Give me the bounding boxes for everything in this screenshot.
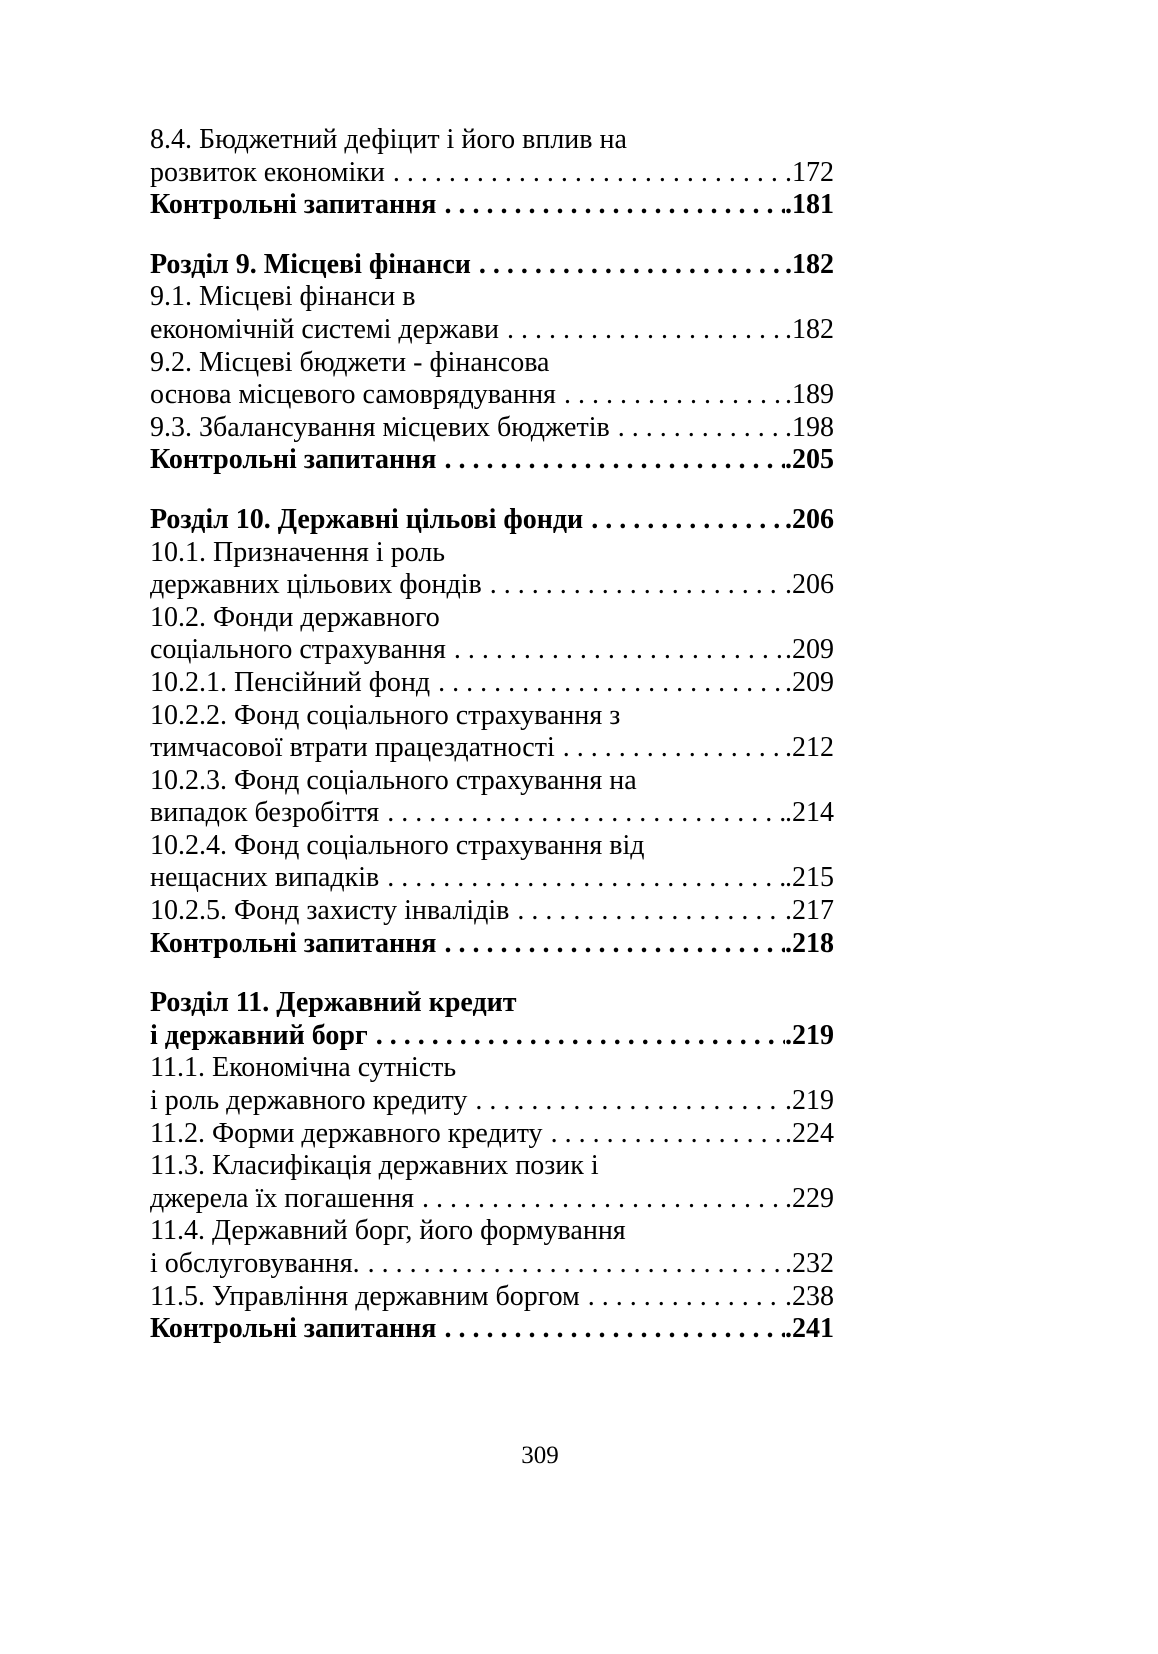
toc-entry-text: Контрольні запитання	[150, 444, 437, 476]
toc-line	[150, 1052, 834, 1085]
toc-entry-text: 10.2.1. Пенсійний фонд	[150, 666, 431, 698]
toc-line	[150, 412, 834, 445]
dot-leader	[551, 1118, 785, 1151]
toc-entry-text: 11.2. Форми державного кредиту	[150, 1117, 543, 1149]
toc-line	[150, 314, 834, 347]
toc-entry-text: Розділ 9. Місцеві фінанси	[150, 248, 471, 280]
toc-line	[150, 1281, 834, 1314]
toc-line	[150, 602, 834, 635]
toc-page-number: . 218	[785, 928, 834, 961]
toc-line	[150, 1118, 834, 1151]
toc-entry-text: розвиток економіки	[150, 156, 385, 188]
toc-entry-text: тимчасової втрати працездатності	[150, 732, 555, 764]
toc-line	[150, 379, 834, 412]
toc-line	[150, 157, 834, 190]
dot-leader	[376, 1020, 785, 1053]
toc-entry-text: і обслуговування.	[150, 1248, 360, 1279]
toc-line	[150, 667, 834, 700]
dot-leader	[444, 928, 785, 961]
toc-entry-text: 10.2.3. Фонд соціального страхування на	[150, 764, 637, 796]
toc-line	[150, 797, 834, 830]
toc-entry-text: і державний борг	[150, 1019, 368, 1051]
toc-entry-text: 10.2.2. Фонд соціального страхування з	[150, 699, 621, 731]
toc-entry-text: 9.2. Місцеві бюджети - фінансова	[150, 346, 550, 378]
toc-line	[150, 634, 834, 667]
toc-line	[150, 1150, 834, 1183]
toc-entry-text: 9.3. Збалансування місцевих бюджетів	[150, 411, 610, 443]
dot-leader	[387, 797, 785, 830]
toc-entry-text: Розділ 10. Державні цільові фонди	[150, 503, 584, 535]
toc-entry-text: 11.1. Економічна сутність	[150, 1052, 457, 1084]
toc-page-number: . 172	[785, 157, 834, 190]
toc-page-number: . 198	[785, 412, 834, 445]
toc-entry-text: Контрольні запитання	[150, 927, 437, 959]
toc-line	[150, 987, 834, 1020]
toc-entry-text: 10.2. Фонди державного	[150, 601, 440, 633]
dot-leader	[444, 1313, 785, 1346]
dot-leader	[588, 1281, 785, 1314]
toc-entry-text: випадок безробіття	[150, 797, 380, 829]
toc-line	[150, 249, 834, 282]
footer-page-number: 309	[521, 1442, 559, 1469]
toc-line	[150, 732, 834, 765]
toc-page-number: . 209	[785, 634, 834, 667]
toc-page-number: . 214	[785, 797, 834, 830]
toc-page-number: . 217	[785, 895, 834, 928]
toc-entry-text: 11.4. Державний борг, його формування	[150, 1215, 626, 1247]
section-gap	[150, 477, 834, 504]
toc-line	[150, 1085, 834, 1118]
toc-page-number: . 181	[785, 189, 834, 222]
dot-leader	[517, 895, 785, 928]
toc-entry-text: 10.1. Призначення і роль	[150, 536, 446, 568]
toc-entry-text: і роль державного кредиту	[150, 1085, 468, 1117]
toc-entry-text: соціального страхування	[150, 634, 446, 666]
toc-line	[150, 569, 834, 602]
toc-page-number: . 232	[785, 1248, 834, 1281]
toc-line	[150, 1248, 834, 1281]
dot-leader	[422, 1183, 785, 1216]
toc-entry-text: 11.5. Управління державним боргом	[150, 1280, 580, 1312]
toc-entry-text: джерела їх погашення	[150, 1182, 414, 1214]
dot-leader	[393, 157, 785, 190]
toc-page-number: . 224	[785, 1118, 834, 1151]
toc-page-number: . 229	[785, 1183, 834, 1216]
table-of-contents	[150, 124, 834, 1346]
toc-line	[150, 1020, 834, 1053]
toc-page-number: . 238	[785, 1281, 834, 1314]
dot-leader	[387, 862, 785, 895]
toc-page-number: . 212	[785, 732, 834, 765]
toc-line	[150, 444, 834, 477]
toc-page-number: . 206	[785, 569, 834, 602]
toc-entry-text: Розділ 11. Державний кредит	[150, 987, 517, 1019]
toc-entry-text: державних цільових фондів	[150, 569, 482, 601]
toc-entry-text: економічній системі держави	[150, 313, 500, 345]
toc-line	[150, 700, 834, 733]
toc-page-number: . 189	[785, 379, 834, 412]
toc-page-number: . 205	[785, 444, 834, 477]
toc-entry-text: Контрольні запитання	[150, 1313, 437, 1345]
toc-line	[150, 189, 834, 222]
toc-entry-text: нещасних випадків	[150, 862, 380, 894]
dot-leader	[438, 667, 785, 700]
toc-entry-text: основа місцевого самоврядування	[150, 379, 556, 411]
dot-leader	[563, 732, 785, 765]
dot-leader	[475, 1085, 785, 1118]
dot-leader	[444, 444, 785, 477]
toc-line	[150, 928, 834, 961]
toc-page-number: . 219	[785, 1020, 834, 1053]
toc-line	[150, 1313, 834, 1346]
toc-page-number: . 215	[785, 862, 834, 895]
dot-leader	[479, 249, 785, 282]
toc-line	[150, 830, 834, 863]
toc-line	[150, 124, 834, 157]
toc-line	[150, 1215, 834, 1248]
dot-leader	[618, 412, 785, 445]
toc-entry-text: 8.4. Бюджетний дефіцит і його вплив на	[150, 124, 627, 155]
toc-line	[150, 862, 834, 895]
toc-entry-text: Контрольні запитання	[150, 189, 437, 221]
toc-line	[150, 1183, 834, 1216]
dot-leader	[444, 189, 785, 222]
toc-page-number: . 182	[785, 249, 834, 282]
dot-leader	[368, 1248, 785, 1281]
toc-line	[150, 281, 834, 314]
toc-page-number: . 206	[785, 504, 834, 537]
dot-leader	[454, 634, 785, 667]
toc-line	[150, 347, 834, 380]
toc-entry-text: 10.2.5. Фонд захисту інвалідів	[150, 895, 510, 927]
dot-leader	[564, 379, 785, 412]
toc-page-number: . 241	[785, 1313, 834, 1346]
toc-entry-text: 10.2.4. Фонд соціального страхування від	[150, 829, 645, 861]
toc-entry-text: 11.3. Класифікація державних позик і	[150, 1150, 599, 1182]
page-footer	[150, 1442, 930, 1470]
section-gap	[150, 222, 834, 249]
toc-page-number: . 219	[785, 1085, 834, 1118]
toc-line	[150, 537, 834, 570]
toc-line	[150, 765, 834, 798]
dot-leader	[591, 504, 785, 537]
toc-line	[150, 895, 834, 928]
toc-entry-text: 9.1. Місцеві фінанси в	[150, 281, 416, 313]
toc-line	[150, 504, 834, 537]
toc-page-number: . 209	[785, 667, 834, 700]
section-gap	[150, 960, 834, 987]
dot-leader	[507, 314, 785, 347]
dot-leader	[490, 569, 785, 602]
toc-page-number: . 182	[785, 314, 834, 347]
